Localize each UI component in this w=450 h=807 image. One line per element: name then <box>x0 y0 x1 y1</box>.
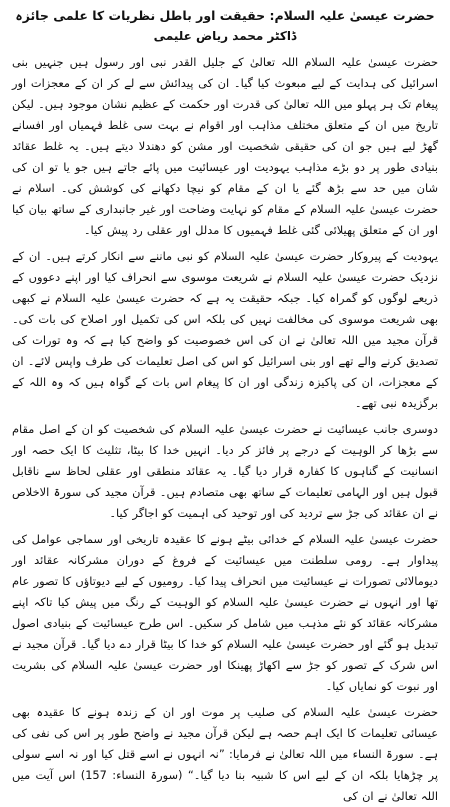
paragraph-crucifixion: حضرت عیسیٰ علیہ السلام کی صلیب پر موت اور ان کے زندہ ہونے کا عقیدہ بھی عیسائی تعلیمات کا ایک اہم حصہ ہے لیکن قرآن مجید نے واضح طور پر اس کی نفی کی ہے۔ سورۃ النساء میں اللہ تعالیٰ نے فرمایا: ”نہ انہوں نے اسے قتل کیا اور نہ اسے سولی پر چڑھایا بلکہ ان کے لیے اس کا شبیہ بنا دیا گیا۔“ (سورۃ النساء: 157) اس آیت میں اللہ تعالیٰ نے ان کی <box>12 705 439 803</box>
paragraph-son-of-god: حضرت عیسیٰ علیہ السلام کے خدائی بیٹے ہونے کا عقیدہ تاریخی اور سماجی عوامل کی پیداوار ہے۔ رومی سلطنت میں عیسائیت کے فروغ کے دوران مشرکانہ عقائد اور دیومالائی تصورات نے عیسائیت میں انحراف پیدا کیا۔ رومیوں کے لیے دیوتاؤں کا تصور عام تھا اور انہوں نے حضرت عیسیٰ علیہ السلام کو الوہیت کے رنگ میں پیش کیا تاکہ اپنے مشرکانہ عقائد کو نئے مذہب میں شامل کر سکیں۔ اس طرح عیسائیت کے بنیادی اصول تبدیل ہو گئے اور حضرت عیسیٰ علیہ السلام کو خدا کا بیٹا قرار دے دیا گیا۔ قرآن مجید نے اس شرک کے تصور کو جڑ سے اکھاڑ پھینکا اور حضرت عیسیٰ علیہ السلام کی بشریت اور نبوت کو نمایاں کیا۔ <box>12 532 438 693</box>
paragraph-intro: حضرت عیسیٰ علیہ السلام اللہ تعالیٰ کے جلیل القدر نبی اور رسول ہیں جنہیں بنی اسرائیل کی ہدایت کے لیے مبعوث کیا گیا۔ ان کی پیدائش سے لے کر ان کے معجزات اور پیغام تک ہر پہلو میں اللہ تعالیٰ کی قدرت اور حکمت کے عظیم نشان موجود ہیں۔ لیکن تاریخ میں ان کے متعلق مختلف مذاہب اور اقوام نے بہت سی غلط فہمیاں اور افسانے گھڑ لیے ہیں جو ان کی حقیقی شخصیت اور مشن کو دھندلا دیتے ہیں۔ یہ غلط عقائد بنیادی طور پر دو بڑے مذاہب یہودیت اور عیسائیت میں پائے جاتے ہیں جو یا تو ان کی شان میں حد سے بڑھ گئے یا ان کے مقام کو نیچا دکھانے کی کوشش کی۔ اسلام نے حضرت عیسیٰ علیہ السلام کے مقام کو نہایت وضاحت اور غیر جانبداری کے ساتھ بیان کیا اور ان کے متعلق پھیلائی گئی غلط فہمیوں کا مدلل اور عقلی رد پیش کیا۔ <box>12 55 438 237</box>
paragraph-christianity: دوسری جانب عیسائیت نے حضرت عیسیٰ علیہ السلام کی شخصیت کو ان کے اصل مقام سے بڑھا کر الوہیت کے درجے پر فائز کر دیا۔ انہیں خدا کا بیٹا، تثلیث کا ایک حصہ اور انسانیت کے گناہوں کا کفارہ قرار دیا گیا۔ یہ عقائد منطقی اور عقلی لحاظ سے ناقابل قبول ہیں اور الہامی تعلیمات کے ساتھ بھی متصادم ہیں۔ قرآن مجید کی سورۃ الاخلاص نے ان عقائد کی جڑ سے تردید کی اور توحید کی اہمیت کو اجاگر کیا۔ <box>12 422 438 520</box>
article-author: ڈاکٹر محمد ریاض علیمی <box>153 29 297 43</box>
article-title: حضرت عیسیٰ علیہ السلام: حقیقت اور باطل نظریات کا علمی جائزہ <box>15 8 435 23</box>
paragraph-judaism: یہودیت کے پیروکار حضرت عیسیٰ علیہ السلام کو نبی ماننے سے انکار کرتے ہیں۔ ان کے نزدیک حضرت عیسیٰ علیہ السلام نے شریعت موسوی سے انحراف کیا اور اپنے دعووں کے ذریعے لوگوں کو گمراہ کیا۔ جبکہ حقیقت یہ ہے کہ حضرت عیسیٰ علیہ السلام نے کبھی بھی شریعت موسوی کی مخالفت نہیں کی بلکہ اس کی تکمیل اور اصلاح کی بات کی۔ قرآن مجید میں اللہ تعالیٰ نے ان کی اس خصوصیت کو واضح کیا ہے کہ وہ تورات کی تصدیق کرنے والے تھے اور بنی اسرائیل کو اس کی اصل تعلیمات کی طرف واپس لائے۔ ان کے معجزات، ان کی پاکیزہ زندگی اور ان کا پیغام اس بات کے گواہ ہیں کہ وہ اللہ کے برگزیدہ نبی تھے۔ <box>12 249 438 410</box>
